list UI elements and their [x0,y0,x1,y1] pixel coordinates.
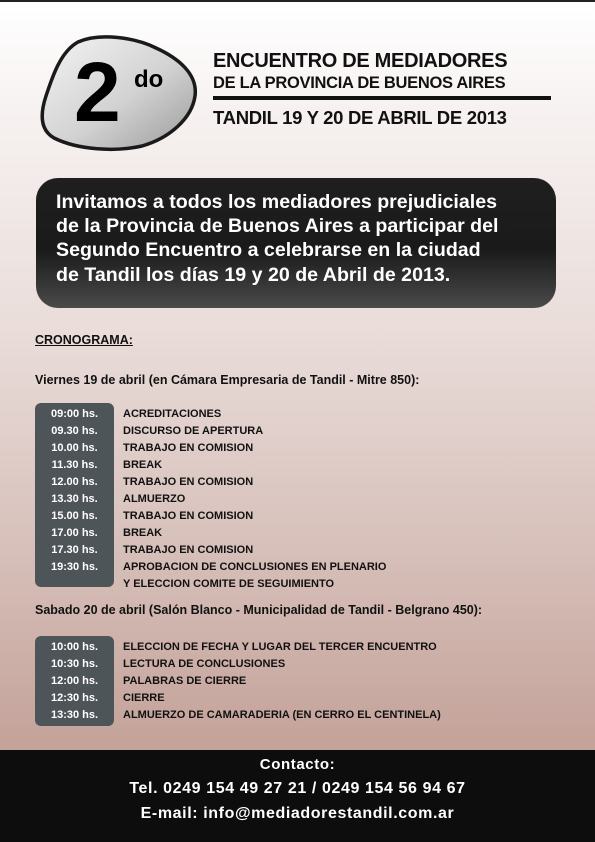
schedule-row [35,656,575,673]
schedule-activity: TRABAJO EN COMISION [123,476,254,488]
schedule-activity: BREAK [123,527,163,539]
schedule-time: 13.30 hs. [51,493,98,505]
schedule-activity: TRABAJO EN COMISION [123,442,254,454]
contact-footer [0,750,595,842]
schedule-row [35,508,575,525]
schedule-activity: ALMUERZO [123,493,186,505]
schedule-time: 17.30 hs. [51,544,98,556]
schedule-row [35,559,575,590]
logo-blob-shape [38,34,206,154]
schedule-activity: ACREDITACIONES [123,408,222,420]
schedule-row [35,525,575,542]
schedule-activity: ALMUERZO DE CAMARADERIA (EN CERRO EL CENTINELA) [123,709,441,721]
schedule-time: 17.00 hs. [51,527,98,539]
schedule-time: 09.30 hs. [51,425,98,437]
schedule-row [35,491,575,508]
logo-ordinal-suffix: do [134,66,164,93]
contact-email-link[interactable]: E-mail: info@mediadorestandil.com.ar [140,805,455,822]
contact-label: Contacto: [259,756,336,773]
invitation-line: de Tandil los días 19 y 20 de Abril de 2013. [56,263,451,286]
schedule-row [35,457,575,474]
schedule-row [35,542,575,559]
schedule-time: 12:30 hs. [50,692,99,704]
schedule-time: 15.00 hs. [51,510,98,522]
schedule-row [35,673,575,690]
schedule-time: 10.00 hs. [51,442,98,454]
schedule-time: 19:30 hs. [50,561,99,573]
schedule-time: 12.00 hs. [51,476,98,488]
event-date-line: TANDIL 19 Y 20 DE ABRIL DE 2013 [213,107,507,128]
schedule-time: 13:30 hs. [50,709,99,721]
schedule-row [35,690,575,707]
schedule-row [35,474,575,491]
day-title-friday: Viernes 19 de abril (en Cámara Empresaria de Tandil - Mitre 850): [35,373,420,387]
schedule-activity: TRABAJO EN COMISION [123,510,254,522]
schedule-activity-line2: Y ELECCION COMITE DE SEGUIMIENTO [123,577,335,590]
schedule-activity: CIERRE [123,692,165,704]
schedule-heading: CRONOGRAMA: [35,333,133,347]
event-logo [38,34,206,154]
schedule-time: 10:30 hs. [50,658,99,670]
event-title-line1: ENCUENTRO DE MEDIADORES [213,50,508,72]
invitation-text [56,190,551,287]
schedule-row [35,707,575,724]
top-border-line [0,0,595,2]
schedule-activity: TRABAJO EN COMISION [123,544,254,556]
event-title-line2: DE LA PROVINCIA DE BUENOS AIRES [213,74,506,92]
schedule-activity: DISCURSO DE APERTURA [123,425,264,437]
schedule-time: 09:00 hs. [50,408,99,420]
day-title-saturday: Sabado 20 de abril (Salón Blanco - Municipalidad de Tandil - Belgrano 450): [35,603,483,617]
schedule-row [35,423,575,440]
schedule-activity: LECTURA DE CONCLUSIONES [123,658,286,670]
header-divider [213,96,551,100]
schedule-time: 12:00 hs. [50,675,99,687]
schedule-activity: BREAK [123,459,163,471]
schedule-time: 10:00 hs. [50,641,99,653]
schedule-activity: APROBACION DE CONCLUSIONES EN PLENARIO [123,561,387,573]
schedule-activity: PALABRAS DE CIERRE [123,675,247,687]
schedule-row [35,406,575,423]
schedule-activity: ELECCION DE FECHA Y LUGAR DEL TERCER ENCUENTRO [123,641,437,653]
invitation-line: Segundo Encuentro a celebrarse en la ciudad [56,239,481,262]
invitation-line: de la Provincia de Buenos Aires a participar del [56,215,499,238]
schedule-row [35,639,575,656]
contact-phone: Tel. 0249 154 49 27 21 / 0249 154 56 94 67 [129,780,466,797]
invitation-line: Invitamos a todos los mediadores prejudiciales [56,191,497,213]
schedule-row [35,440,575,457]
logo-number: 2 [74,45,117,139]
invitation-box [36,178,556,308]
schedule-time: 11.30 hs. [51,459,98,471]
